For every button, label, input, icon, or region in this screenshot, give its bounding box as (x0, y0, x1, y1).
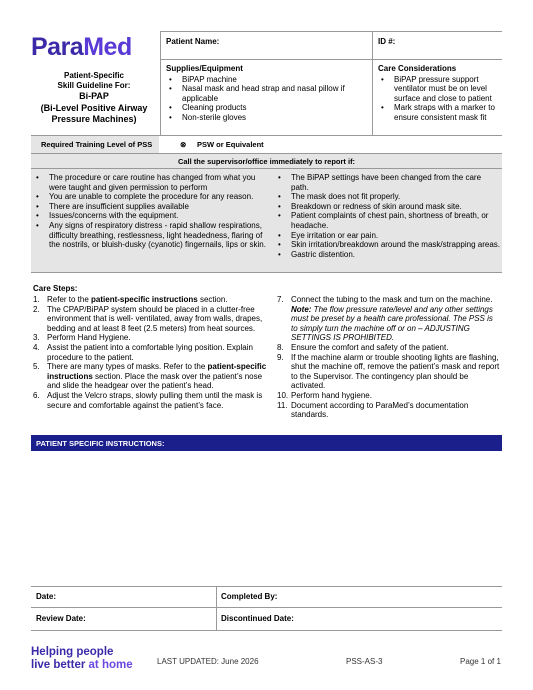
supplies-title: Supplies/Equipment (166, 64, 243, 73)
report-title-bar: Call the supervisor/office immediately to report if: (31, 154, 502, 168)
report-left-list (33, 173, 273, 250)
list-item: • Non-sterile gloves (166, 113, 366, 123)
tagline: Helping people live better at home (31, 646, 133, 671)
list-item: • Mark straps with a marker to ensure consistent mask fit (378, 103, 500, 122)
training-label-cell: Required Training Level of PSS (31, 136, 159, 153)
list-item: 10. Perform hand hygiene. (277, 390, 372, 400)
care-steps-right (277, 295, 501, 420)
list-item: • Gastric distention. (275, 250, 501, 260)
rule (160, 31, 161, 135)
completed-by-label: Completed By: (221, 592, 278, 601)
discontinued-date-label: Discontinued Date: (221, 614, 294, 623)
list-item: 4. Assist the patient into a comfortable lying position. Explain procedure to the patient. (33, 342, 253, 362)
page-number: Page 1 of 1 (460, 657, 501, 666)
list-item: • Breakdown or redness of skin around mask site. (275, 202, 501, 212)
rule (160, 59, 502, 60)
list-item: • Nasal mask and head strap and nasal pillow if applicable (166, 84, 366, 103)
last-updated: LAST UPDATED: June 2026 (157, 657, 259, 666)
rule (31, 586, 502, 587)
list-item: • BiPAP pressure support ventilator must be on level surface and close to patient (378, 75, 500, 104)
supplies-section (166, 64, 366, 123)
list-item: 6. Adjust the Velcro straps, slowly pulling them until the mask is secure and comfortable against the patient’s face. (33, 390, 263, 410)
report-right-list (275, 173, 501, 259)
patient-name-label: Patient Name: (166, 37, 220, 46)
care-considerations-section (378, 64, 500, 123)
rule (31, 607, 502, 608)
list-item: 11. Document according to ParaMed’s documentation standards. (277, 400, 469, 420)
review-date-label: Review Date: (36, 614, 86, 623)
list-item: • Patient complaints of chest pain, shortness of breath, or headache. (275, 211, 501, 230)
list-item: • Any signs of respiratory distress - rapid shallow respirations, difficulty breathing, restlessness, light headedness, flaring of the nostrils, or bluish-dusky (cyanotic) fingernails, lips or skin. (33, 221, 273, 250)
list-item: • The BiPAP settings have been changed from the care path. (275, 173, 501, 192)
guideline-title: Patient-Specific Skill Guideline For: Bi-PAP (Bi-Level Positive Airway Pressure Machines) (40, 71, 148, 125)
id-label: ID #: (378, 37, 396, 46)
list-item: 3. Perform Hand Hygiene. (33, 333, 131, 343)
training-value: PSW or Equivalent (197, 140, 264, 149)
list-item: • You are unable to complete the procedure for any reason. (33, 192, 273, 202)
rule (31, 630, 502, 631)
list-item: 5. There are many types of masks. Refer to the patient-specific instructions section. Place the mask over the patient’s nose and slide the headgear over the patient’s head. (33, 362, 267, 391)
rule (372, 31, 373, 135)
list-item: • BiPAP machine (166, 75, 366, 85)
date-label: Date: (36, 592, 57, 601)
patient-instructions-bar: PATIENT SPECIFIC INSTRUCTIONS: (31, 435, 502, 451)
list-item: • Skin irritation/breakdown around the mask/strapping areas. (275, 240, 501, 250)
care-considerations-title: Care Considerations (378, 64, 457, 73)
list-item: • Eye irritation or ear pain. (275, 231, 501, 241)
checkbox-icon: ⊗ (180, 140, 187, 149)
care-steps-title: Care Steps: (33, 284, 78, 293)
paramed-logo: ParaMed (31, 33, 132, 61)
list-item: • There are insufficient supplies available (33, 202, 273, 212)
rule (160, 31, 502, 32)
list-item: • Cleaning products (166, 103, 366, 113)
list-item: 2. The CPAP/BiPAP system should be placed in a clutter-free environment that is well- ventilated, away from walls, drapes, bedding and at least 8 feet (2.5 meters) from heat sources. (33, 304, 263, 333)
list-item: 1. Refer to the patient-specific instructions section. (33, 295, 228, 304)
rule (216, 586, 217, 630)
document-code: PSS-AS-3 (346, 657, 383, 666)
rule (31, 272, 502, 273)
list-item: • Issues/concerns with the equipment. (33, 211, 273, 221)
list-item: 8. Ensure the comfort and safety of the patient. (277, 342, 449, 352)
list-item: • The mask does not fit properly. (275, 192, 501, 202)
list-item: 7. Connect the tubing to the mask and turn on the machine. Note: The flow pressure rate/level and any other settings must be preset by a health care professional. The PSS is to simply turn the machine off or on – ADJUSTING SETTINGS IS PROHIBITED. (277, 295, 493, 343)
list-item: • The procedure or care routine has changed from what you were taught and given permission to perform (33, 173, 273, 192)
care-steps-left (33, 295, 270, 410)
list-item: 9. If the machine alarm or trouble shooting lights are flashing, shut the machine off, remove the patient’s mask and report to the Supervisor. The contingency plan should be activated. (277, 352, 500, 391)
